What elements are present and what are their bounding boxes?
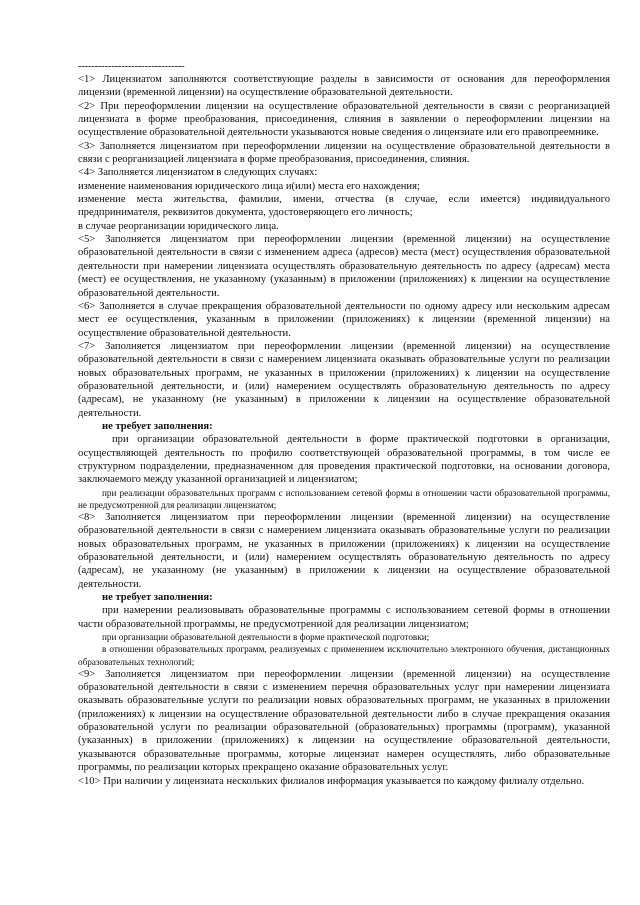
footnote-2: <2> При переоформлении лицензии на осуществление образовательной деятельности в связи с реорганизацией лицензиата в форме преобразования, присоединения, слияния в заявлении о переоформлении лицензии на осуществление образовательной деятельности указываются новые сведения о лицензиате или его правопреемнике. (78, 100, 610, 139)
footnote-1: <1> Лицензиатом заполняются соответствующие разделы в зависимости от основания для переоформления лицензии (временной лицензии) на осуществление образовательной деятельности. (78, 74, 610, 99)
no-fill-heading-2: не требует заполнения: (102, 592, 213, 604)
footnotes-page (78, 60, 610, 788)
footnote-10: <10> При наличии у лицензиата нескольких филиалов информация указывается по каждому филиалу отдельно. (78, 775, 585, 787)
footnote-7: <7> Заполняется лицензиатом при переоформлении лицензии (временной лицензии) на осуществление образовательной деятельности в связи с намерением лицензиата оказывать образовательные услуги по реализации новых образовательных программ, не указанных в приложении (приложениях) к лицензии на осуществление образовательной деятельности, и (или) намерением осуществлять образовательную деятельность по адресу (адресам), не указанному (не указанным) в приложении к лицензии на осуществление образовательной деятельности. (78, 340, 610, 419)
footnote-4: <4> Заполняется лицензиатом в следующих случаях: (78, 167, 318, 179)
footnote-8: <8> Заполняется лицензиатом при переоформлении лицензии (временной лицензии) на осуществление образовательной деятельности в связи с намерением лицензиата оказывать образовательные услуги по реализации новых образовательных программ, не указанных в приложении (приложениях) к лицензии на осуществление образовательной деятельности, и (или) намерением осуществлять образовательную деятельность по адресу (адресам), не указанному (не указанным) в приложении к лицензии на осуществление образовательной деятельности. (78, 512, 610, 590)
footnote-4-case-2: изменение места жительства, фамилии, имени, отчества (в случае, если имеется) индивидуального предпринимателя, реквизитов документа, удостоверяющего его личность; (78, 194, 610, 219)
footnote-6: <6> Заполняется в случае прекращения образовательной деятельности по одному адресу или нескольким адресам мест ее осуществления, указанным в приложении (приложениях) к лицензии (временной лицензии) на осуществление образовательной деятельности. (78, 300, 610, 339)
no-fill-1-item-1: при организации образовательной деятельности в форме практической подготовки в организации, осуществляющей деятельность по профилю соответствующей образовательной программы, в том числе ее структурном подразделении, предназначенном для проведения практической подготовки, на основании договора, заключаемого между указанной организацией и лицензиатом; (78, 434, 610, 486)
footnote-separator: -------------------------------- (78, 61, 185, 72)
footnote-4-case-3: в случае реорганизации юридического лица. (78, 220, 279, 232)
no-fill-2-item-2: при организации образовательной деятельности в форме практической подготовки; (102, 632, 430, 643)
no-fill-2-item-3: в отношении образовательных программ, реализуемых с применением исключительно электронного обучения, дистанционных образовательных технологий; (78, 644, 610, 667)
no-fill-heading-1: не требует заполнения: (102, 420, 213, 432)
footnote-3: <3> Заполняется лицензиатом при переоформлении лицензии на осуществление образовательной деятельности в связи с реорганизацией лицензиата в форме преобразования, присоединения, слияния. (78, 140, 610, 166)
footnote-9: <9> Заполняется лицензиатом при переоформлении лицензии (временной лицензии) на осуществление образовательной деятельности в связи с изменением перечня образовательных услуг при намерении лицензиата оказывать образовательные услуги по реализации новых образовательных программ, не указанных в приложении (приложениях) к лицензии на осуществление образовательной деятельности либо в случае прекращения оказания образовательной услуги по реализации образовательной (образовательных) программы (программ), указанной (указанных) в приложении (приложениях) к лицензии на осуществление образовательной деятельности, указываются образовательные программы, которые лицензиат намерен осуществлять, либо образовательные программы, по реализации которых прекращено оказание образовательных услуг. (78, 668, 610, 774)
no-fill-2-item-1: при намерении реализовывать образовательные программы с использованием сетевой формы в отношении части образовательной программы, не предусмотренной для реализации лицензиатом; (78, 605, 610, 630)
no-fill-1-item-2: при реализации образовательных программ с использованием сетевой формы в отношении части образовательной программы, не предусмотренной для реализации лицензиатом; (78, 487, 610, 510)
footnote-5: <5> Заполняется лицензиатом при переоформлении лицензии (временной лицензии) на осуществление образовательной деятельности в связи с изменением адреса (адресов) места (мест) осуществления образовательной деятельности при намерении лицензиата осуществлять образовательную деятельность по адресу (адресам) места (мест) ее осуществления, не указанному (указанным) в приложении (приложениях) к лицензии на осуществление образовательной деятельности. (78, 234, 610, 299)
footnote-4-case-1: изменение наименования юридического лица и(или) места его нахождения; (78, 180, 420, 192)
